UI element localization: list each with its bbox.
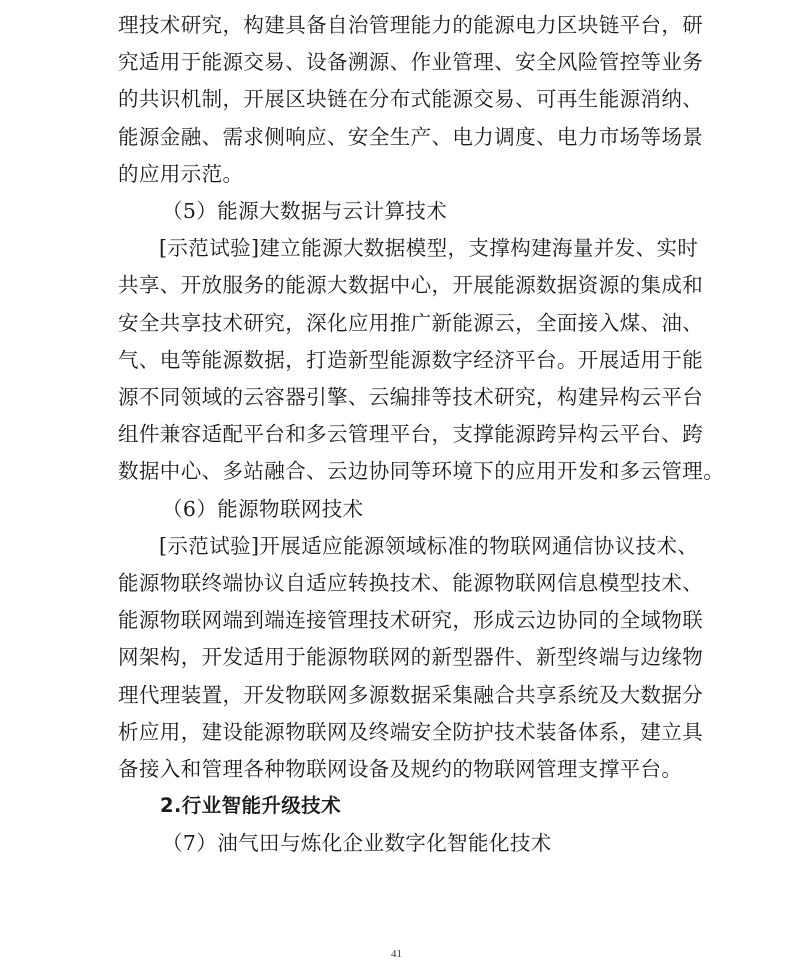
body-text-line: 气、电等能源数据，打造新型能源数字经济平台。开展适用于能 bbox=[118, 348, 704, 372]
body-text-line: 共享、开放服务的能源大数据中心，开展能源数据资源的集成和 bbox=[118, 273, 704, 297]
body-text-line: 的共识机制，开展区块链在分布式能源交易、可再生能源消纳、 bbox=[118, 87, 704, 111]
section-heading-6: （6）能源物联网技术 bbox=[162, 497, 364, 521]
body-text-line: 备接入和管理各种物联网设备及规约的物联网管理支撑平台。 bbox=[118, 757, 683, 781]
body-text-line: 组件兼容适配平台和多云管理平台，支撑能源跨异构云平台、跨 bbox=[118, 422, 704, 446]
body-text-line: 的应用示范。 bbox=[118, 162, 244, 186]
paragraph-first-line: [示范试验]建立能源大数据模型，支撑构建海量并发、实时 bbox=[159, 236, 699, 260]
body-text-line: 源不同领域的云容器引擎、云编排等技术研究，构建异构云平台 bbox=[118, 385, 704, 409]
section-heading-5: （5）能源大数据与云计算技术 bbox=[162, 199, 448, 223]
section-heading-7: （7）油气田与炼化企业数字化智能化技术 bbox=[162, 831, 552, 855]
paragraph-first-line: [示范试验]开展适应能源领域标准的物联网通信协议技术、 bbox=[159, 534, 699, 558]
section-heading-2: 2.行业智能升级技术 bbox=[160, 794, 341, 817]
body-text-line: 能源物联网端到端连接管理技术研究，形成云边协同的全域物联 bbox=[118, 608, 704, 632]
body-text-line: 能源物联终端协议自适应转换技术、能源物联网信息模型技术、 bbox=[118, 571, 704, 595]
body-text-line: 理代理装置，开发物联网多源数据采集融合共享系统及大数据分 bbox=[118, 683, 704, 707]
body-text-line: 理技术研究，构建具备自治管理能力的能源电力区块链平台，研 bbox=[118, 13, 704, 37]
body-text-line: 究适用于能源交易、设备溯源、作业管理、安全风险管控等业务 bbox=[118, 50, 704, 74]
body-text-line: 能源金融、需求侧响应、安全生产、电力调度、电力市场等场景 bbox=[118, 125, 704, 149]
body-text-line: 数据中心、多站融合、云边协同等环境下的应用开发和多云管理。 bbox=[118, 459, 725, 483]
page-number: 41 bbox=[391, 948, 402, 960]
body-text-line: 析应用，建设能源物联网及终端安全防护技术装备体系，建立具 bbox=[118, 720, 704, 744]
body-text-line: 网架构，开发适用于能源物联网的新型器件、新型终端与边缘物 bbox=[118, 645, 704, 669]
body-text-line: 安全共享技术研究，深化应用推广新能源云，全面接入煤、油、 bbox=[118, 311, 704, 335]
